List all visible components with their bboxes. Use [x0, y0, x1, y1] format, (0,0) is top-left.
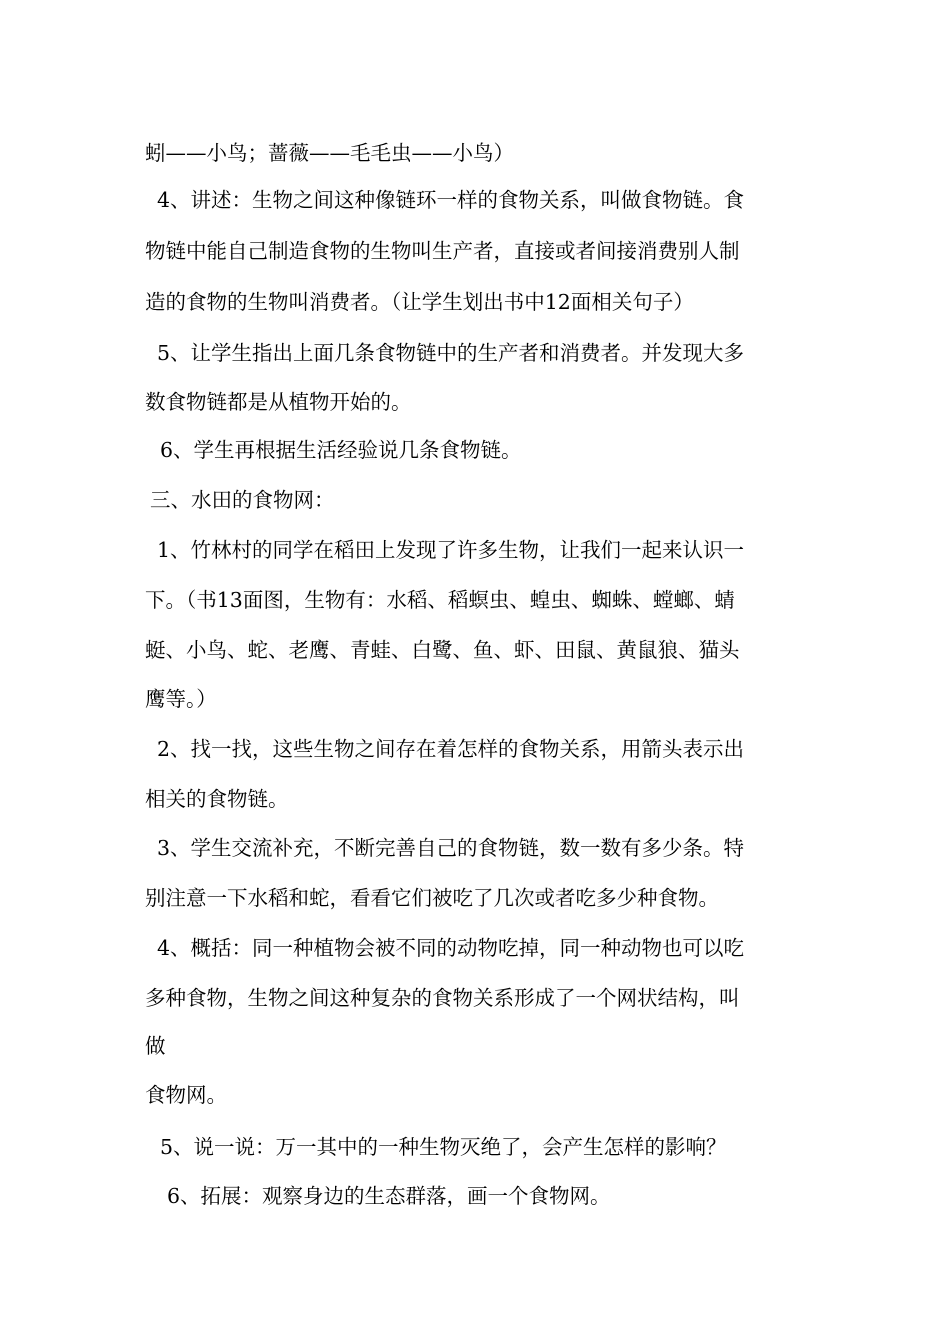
text-line: 数食物链都是从植物开始的。 — [145, 390, 412, 414]
text-line: 蚓——小鸟；蔷薇——毛毛虫——小鸟） — [145, 141, 514, 165]
text-line: 5、说一说：万一其中的一种生物灭绝了，会产生怎样的影响？ — [160, 1135, 727, 1159]
text-line: 4、讲述：生物之间这种像链环一样的食物关系，叫做食物链。食 — [157, 188, 745, 212]
text-line: 造的食物的生物叫消费者。（让学生划出书中12面相关句子） — [145, 290, 694, 314]
text-line: 6、拓展：观察身边的生态群落，画一个食物网。 — [167, 1184, 611, 1208]
text-line: 1、竹林村的同学在稻田上发现了许多生物，让我们一起来认识一 — [157, 538, 745, 562]
text-line: 做 — [145, 1034, 166, 1058]
text-line: 3、学生交流补充，不断完善自己的食物链，数一数有多少条。特 — [157, 836, 745, 860]
text-line: 下。（书13面图，生物有：水稻、稻螟虫、蝗虫、蜘蛛、螳螂、蜻 — [145, 588, 735, 612]
text-line: 相关的食物链。 — [145, 787, 289, 811]
text-line: 物链中能自己制造食物的生物叫生产者，直接或者间接消费别人制 — [145, 239, 740, 263]
text-line: 蜓、小鸟、蛇、老鹰、青蛙、白鹭、鱼、虾、田鼠、黄鼠狼、猫头 — [145, 638, 740, 662]
text-line: 4、概括：同一种植物会被不同的动物吃掉，同一种动物也可以吃 — [157, 936, 745, 960]
text-line: 食物网。 — [145, 1083, 227, 1107]
text-line: 鹰等。） — [145, 687, 217, 711]
section-heading: 三、水田的食物网： — [150, 488, 335, 512]
text-line: 2、找一找，这些生物之间存在着怎样的食物关系，用箭头表示出 — [157, 737, 745, 761]
text-line: 6、学生再根据生活经验说几条食物链。 — [160, 438, 522, 462]
text-line: 5、让学生指出上面几条食物链中的生产者和消费者。并发现大多 — [157, 341, 745, 365]
text-line: 别注意一下水稻和蛇，看看它们被吃了几次或者吃多少种食物。 — [145, 886, 719, 910]
text-line: 多种食物，生物之间这种复杂的食物关系形成了一个网状结构，叫 — [145, 986, 740, 1010]
